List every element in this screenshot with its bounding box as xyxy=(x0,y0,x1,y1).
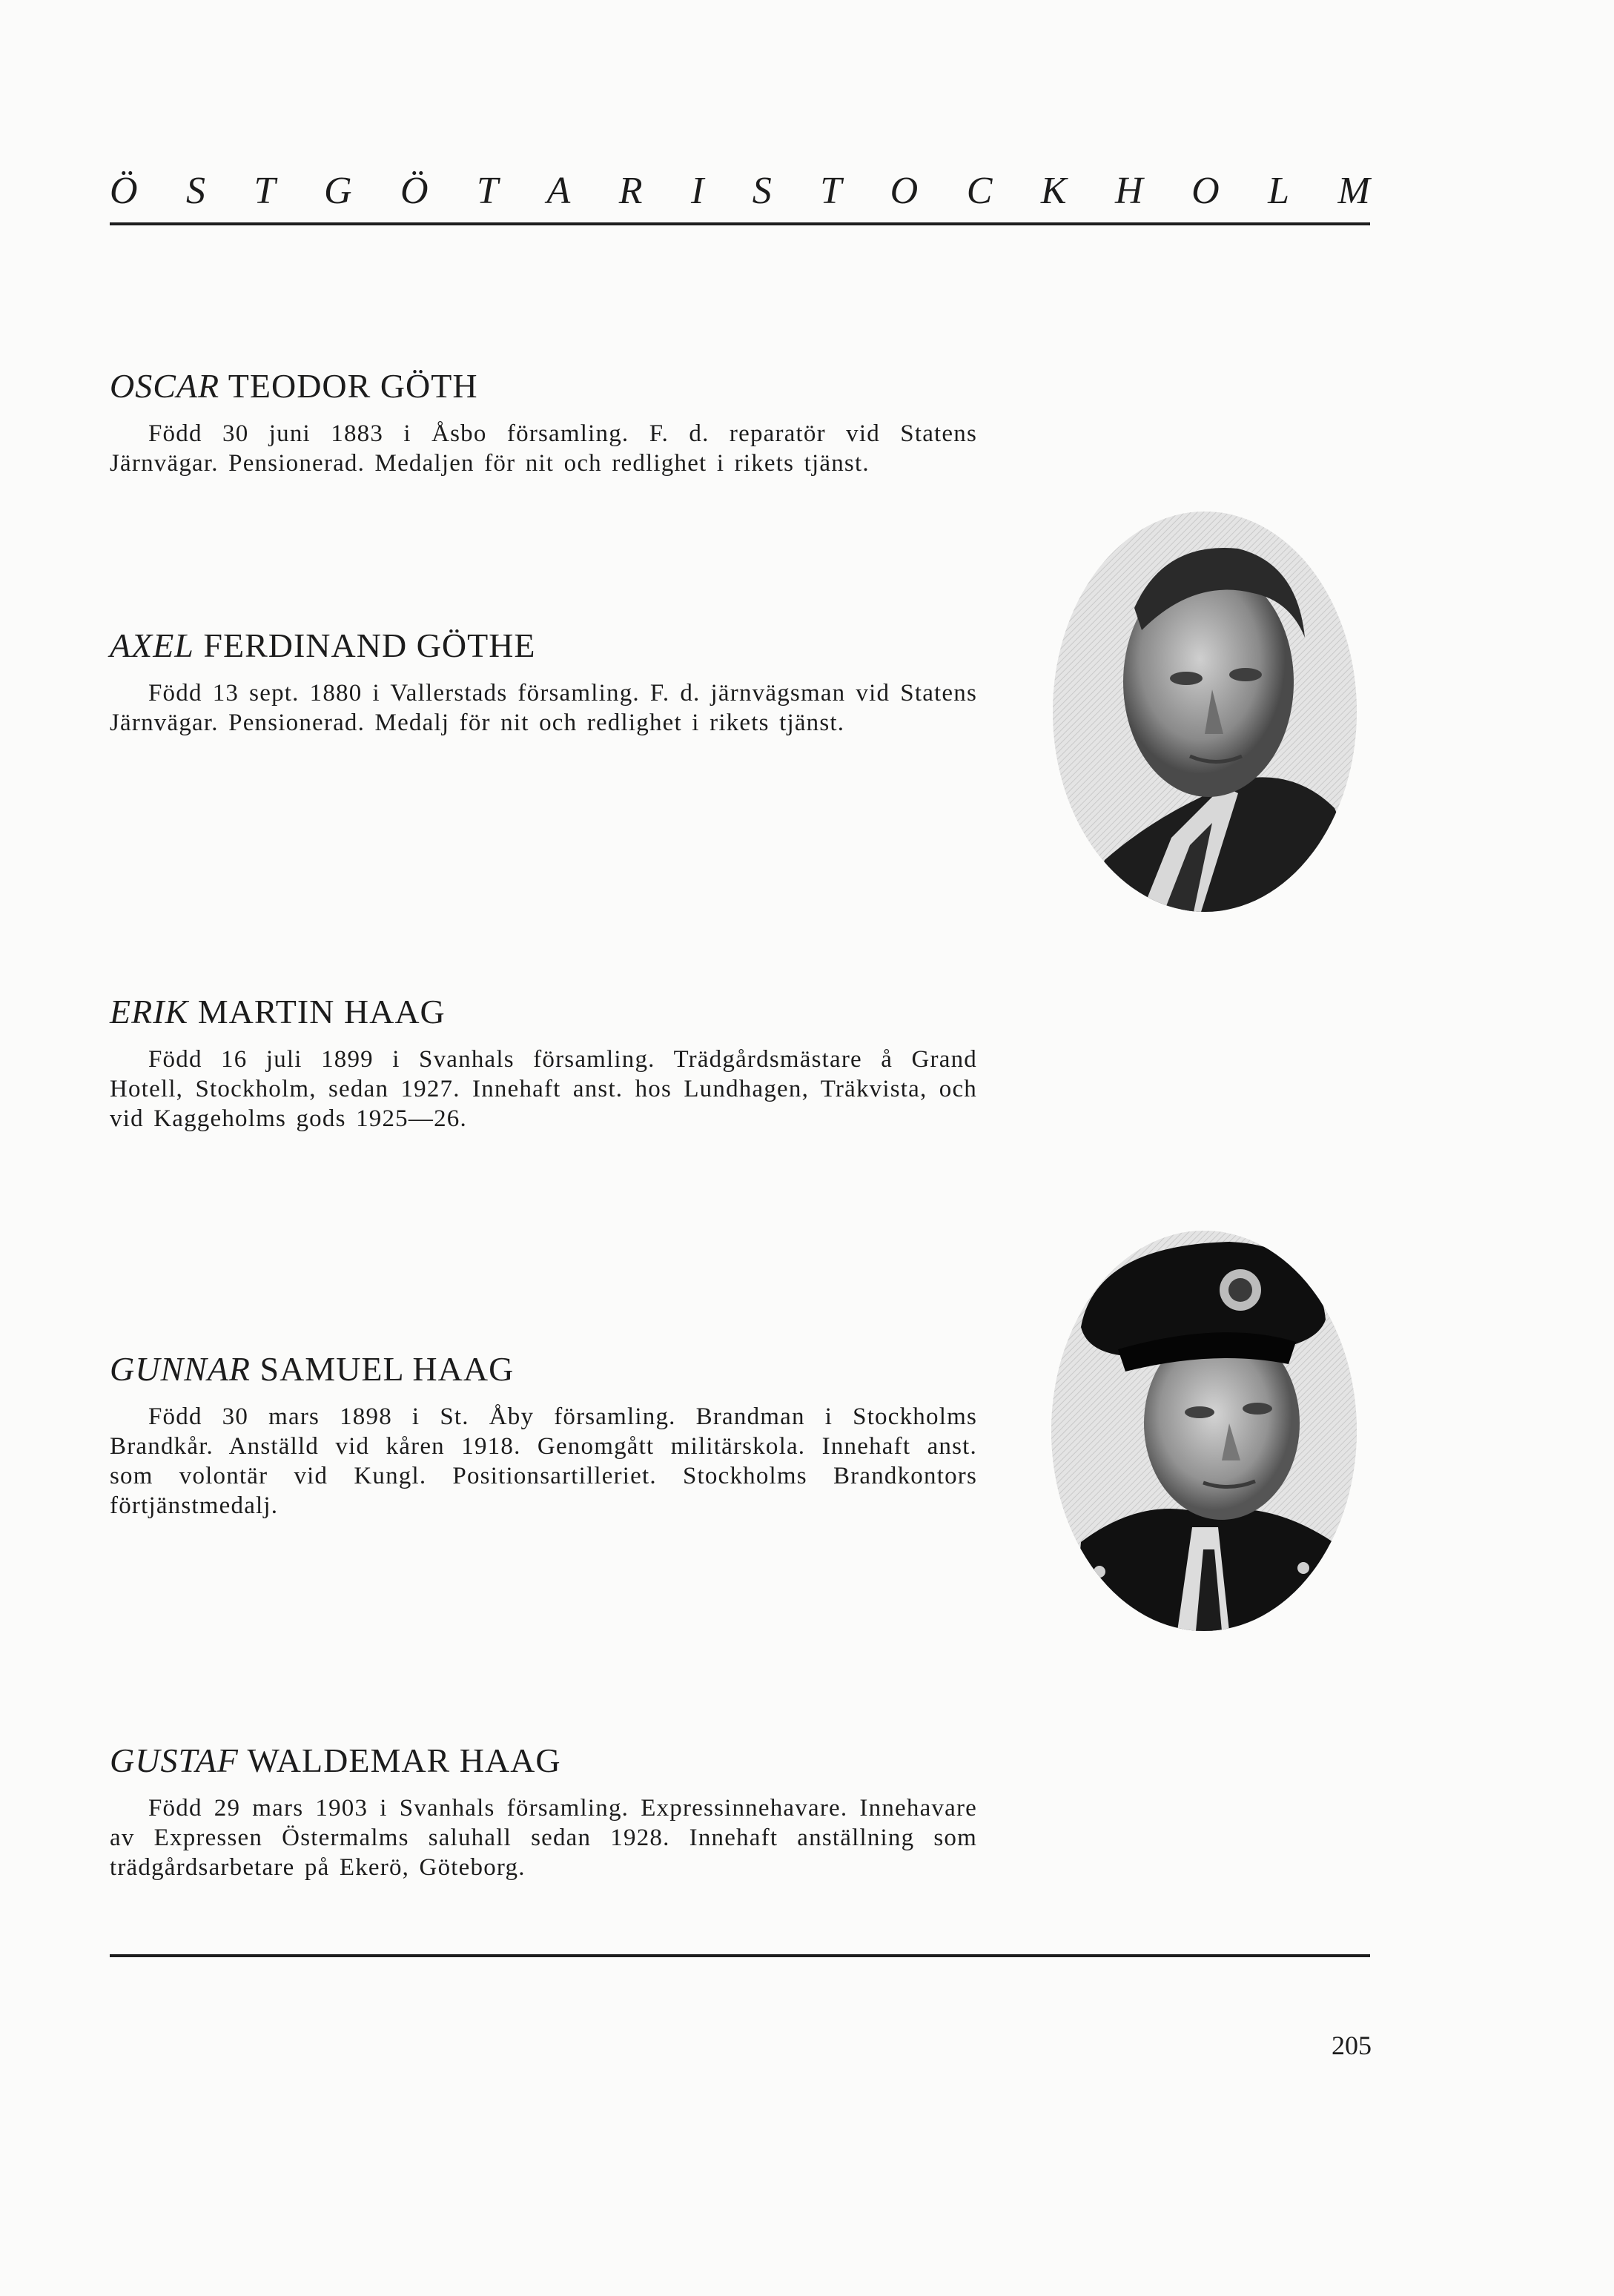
running-header xyxy=(110,169,1370,213)
given-name: GUNNAR xyxy=(110,1350,251,1388)
entry-name xyxy=(110,626,977,665)
header-letter: S xyxy=(186,170,206,212)
header-rule xyxy=(110,222,1370,225)
portrait-photo xyxy=(1053,512,1357,912)
given-name: OSCAR xyxy=(110,367,220,405)
header-letter: Ö xyxy=(110,170,138,212)
header-letter: T xyxy=(477,170,498,212)
entry-name xyxy=(110,1741,977,1780)
surname: FERDINAND GÖTHE xyxy=(203,626,536,664)
entry-name xyxy=(110,1349,977,1389)
header-letter: R xyxy=(618,170,643,212)
header-letter: O xyxy=(1191,170,1220,212)
entry-bio: Född 16 juli 1899 i Svanhals församling. Trädgårdsmästare å Grand Hotell, Stockholm, sedan 1927. Innehaft anst. hos Lundhagen, Träkvista, och vid Kaggeholms gods 1925—26. xyxy=(110,1046,977,1132)
header-letter: I xyxy=(690,170,704,212)
biography-entry xyxy=(110,366,977,478)
biography-entry xyxy=(110,626,977,738)
header-letter: C xyxy=(966,170,993,212)
surname: WALDEMAR HAAG xyxy=(247,1741,561,1779)
page-number: 205 xyxy=(1332,2031,1372,2060)
header-letter: S xyxy=(752,170,772,212)
surname: MARTIN HAAG xyxy=(197,993,446,1030)
footer-rule xyxy=(110,1954,1370,1957)
header-letter: T xyxy=(820,170,842,212)
entry-bio: Född 13 sept. 1880 i Vallerstads församling. F. d. järnvägsman vid Statens Järnvägar. Pensionerad. Medalj för nit och redlighet i rikets tjänst. xyxy=(110,680,977,736)
header-letter: L xyxy=(1268,170,1290,212)
header-letter: Ö xyxy=(400,170,429,212)
entry-bio: Född 30 mars 1898 i St. Åby församling. Brandman i Stockholms Brandkår. Anställd vid kåren 1918. Genomgått militärskola. Innehaft anst. som volontär vid Kungl. Positionsartilleriet. Stockholms Brandkontors förtjänstmedalj. xyxy=(110,1403,977,1519)
biography-entry xyxy=(110,1349,977,1521)
given-name: AXEL xyxy=(110,626,194,664)
header-letter: H xyxy=(1115,170,1143,212)
header-letter: O xyxy=(890,170,919,212)
portrait-photo xyxy=(1051,1231,1357,1631)
surname: SAMUEL HAAG xyxy=(259,1350,515,1388)
biography-entry xyxy=(110,1741,977,1882)
header-letter: G xyxy=(323,170,352,212)
biography-entry xyxy=(110,992,977,1134)
entry-name xyxy=(110,992,977,1031)
entry-bio: Född 30 juni 1883 i Åsbo församling. F. d. reparatör vid Statens Järnvägar. Pensionerad. Medaljen för nit och redlighet i rikets tjänst. xyxy=(110,420,977,477)
given-name: GUSTAF xyxy=(110,1741,239,1779)
header-letter: M xyxy=(1337,170,1370,212)
surname: TEODOR GÖTH xyxy=(228,367,478,405)
header-letter: T xyxy=(254,170,276,212)
entry-bio: Född 29 mars 1903 i Svanhals församling. Expressinnehavare. Innehavare av Expressen Östermalms saluhall sedan 1928. Innehaft anställning som trädgårdsarbetare på Ekerö, Göteborg. xyxy=(110,1795,977,1881)
header-letter: K xyxy=(1040,170,1067,212)
given-name: ERIK xyxy=(110,993,189,1030)
header-letter: A xyxy=(546,170,571,212)
entry-name xyxy=(110,366,977,406)
